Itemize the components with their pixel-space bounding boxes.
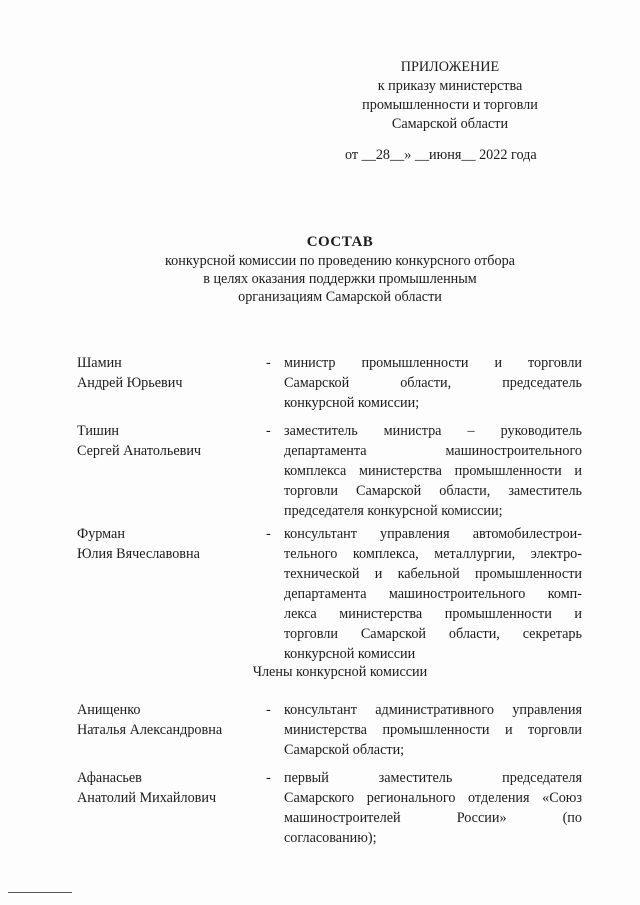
- member-name: [77, 353, 257, 393]
- role-line: согласованию);: [284, 830, 377, 846]
- role-line: департамента машиностроительного комп-: [284, 586, 582, 602]
- role-line: Самарской области, председатель: [284, 375, 582, 391]
- member-dash: -: [266, 526, 271, 542]
- role-line: консультант административного управления: [284, 702, 582, 718]
- role-line: департамента машиностроительного: [284, 443, 582, 459]
- appendix-header: [330, 58, 570, 134]
- member-role: [284, 421, 582, 521]
- role-line: комплекса министерства промышленности и: [284, 463, 582, 479]
- role-line: лекса министерства промышленности и: [284, 606, 582, 622]
- appendix-line: Самарской области: [391, 116, 509, 132]
- role-line: первый заместитель председателя: [284, 770, 582, 786]
- role-line: торговли Самарской области, заместитель: [284, 483, 582, 499]
- title-heading: СОСТАВ: [306, 234, 374, 250]
- member-role: [284, 353, 582, 413]
- role-line: торговли Самарской области, секретарь: [284, 626, 582, 642]
- title-line: в целях оказания поддержки промышленным: [203, 271, 477, 287]
- member-given-name: Анатолий Михайлович: [77, 790, 217, 806]
- role-line: заместитель министра – руководитель: [284, 423, 582, 439]
- appendix-date: от __28__» __июня__ 2022 года: [345, 147, 537, 163]
- member-dash: -: [266, 355, 271, 371]
- member-surname: Шамин: [77, 355, 122, 371]
- member-dash: -: [266, 770, 271, 786]
- role-line: тельного комплекса, металлургии, электро-: [284, 546, 582, 562]
- committee-heading: Члены конкурсной комиссии: [252, 664, 428, 680]
- member-surname: Тишин: [77, 423, 120, 439]
- member-surname: Фурман: [77, 526, 125, 542]
- title-line: конкурсной комиссии по проведению конкурсного отбора: [165, 253, 515, 269]
- member-name: [77, 524, 257, 564]
- role-line: Самарской области;: [284, 742, 405, 758]
- role-line: конкурсной комиссии;: [284, 395, 420, 411]
- appendix-line: к приказу министерства: [377, 78, 523, 94]
- appendix-line: промышленности и торговли: [362, 97, 538, 113]
- member-name: [77, 421, 257, 461]
- appendix-title: ПРИЛОЖЕНИЕ: [400, 59, 500, 75]
- member-given-name: Юлия Вячеславовна: [77, 546, 200, 562]
- member-name: [77, 768, 257, 808]
- role-line: министерства промышленности и торговли: [284, 722, 582, 738]
- scan-margin-mark: [8, 892, 72, 893]
- role-line: министр промышленности и торговли: [284, 355, 582, 371]
- role-line: технической и кабельной промышленности: [284, 566, 582, 582]
- member-surname: Анищенко: [77, 702, 141, 718]
- member-given-name: Сергей Анатольевич: [77, 443, 202, 459]
- title-line: организациям Самарской области: [238, 289, 442, 305]
- role-line: машиностроителей России» (по: [284, 810, 582, 826]
- member-dash: -: [266, 702, 271, 718]
- role-line: конкурсной комиссии: [284, 646, 416, 662]
- member-dash: -: [266, 423, 271, 439]
- role-line: консультант управления автомобилестрои-: [284, 526, 582, 542]
- member-surname: Афанасьев: [77, 770, 142, 786]
- role-line: председателя конкурсной комиссии;: [284, 503, 503, 519]
- member-name: [77, 700, 257, 740]
- role-line: Самарского регионального отделения «Союз: [284, 790, 582, 806]
- document-title: [90, 232, 590, 306]
- member-role: [284, 524, 582, 664]
- member-given-name: Андрей Юрьевич: [77, 375, 183, 391]
- member-role: [284, 700, 582, 760]
- member-given-name: Наталья Александровна: [77, 722, 223, 738]
- member-role: [284, 768, 582, 848]
